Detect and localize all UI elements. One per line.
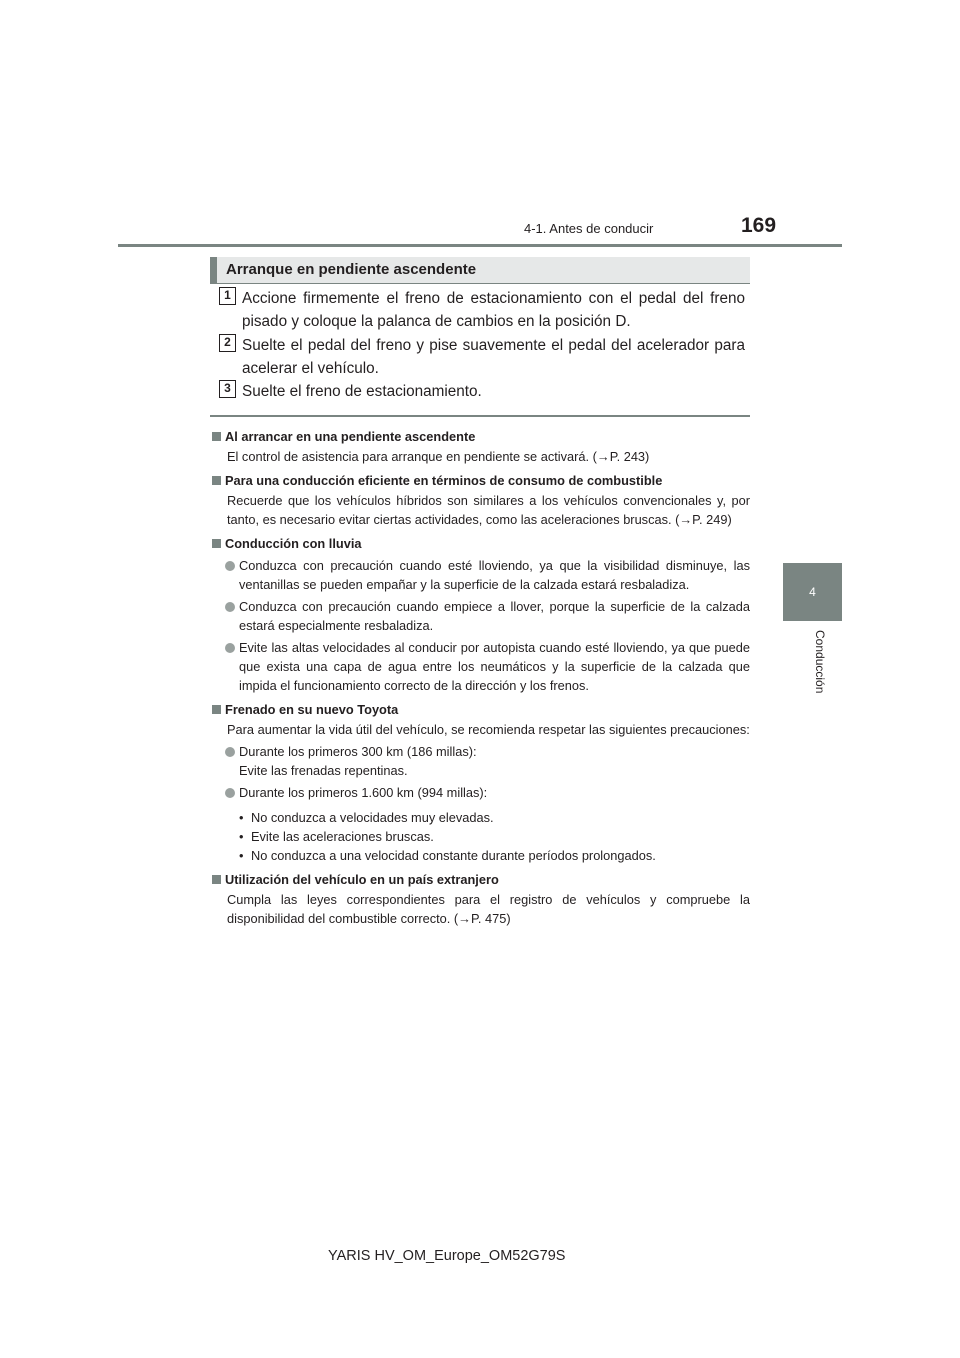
square-bullet-icon (212, 539, 221, 548)
note-body: Recuerde que los vehículos híbridos son similares a los vehículos convencionales y, por tanto, es necesario evitar ciertas actividades, como las aceleraciones bruscas. (→P. 249) (227, 493, 750, 527)
circle-bullet-icon (225, 602, 235, 612)
section-title: 4-1. Antes de conducir (524, 221, 654, 236)
chapter-label: Conducción (813, 630, 827, 694)
circle-bullet-icon (225, 561, 235, 571)
step-text-2: Suelte el pedal del freno y pise suavemente el pedal del acelerador para acelerar el vehículo. (242, 337, 745, 377)
list-item: Durante los primeros 1.600 km (994 millas): (210, 783, 750, 802)
list-item: Conduzca con precaución cuando esté lloviendo, ya que la visibilidad disminuye, las ventanillas se pueden empañar y la superficie de la calzada estará resbaladiza. (210, 556, 750, 594)
step-number-3: 3 (219, 380, 236, 398)
note-body: Para aumentar la vida útil del vehículo, se recomienda respetar las siguientes precauciones: (227, 722, 750, 737)
box-title-divider (210, 283, 750, 284)
page-number: 169 (741, 214, 777, 237)
header-divider (118, 244, 842, 247)
step-text-1: Accione firmemente el freno de estacionamiento con el pedal del freno pisado y coloque la palanca de cambios en la posición D. (242, 290, 745, 330)
square-bullet-icon (212, 875, 221, 884)
circle-bullet-icon (225, 747, 235, 757)
note-heading: Frenado en su nuevo Toyota (210, 700, 750, 719)
step-number-1: 1 (219, 287, 236, 305)
sub-list-item: • No conduzca a velocidades muy elevadas. (239, 810, 494, 825)
note-heading: Al arrancar en una pendiente ascendente (210, 427, 750, 446)
list-item: Evite las altas velocidades al conducir por autopista cuando esté lloviendo, ya que puede que exista una capa de agua entre los neumáticos y la superficie de la calzada que impida el funcionamiento correcto de la dirección y los frenos. (210, 638, 750, 695)
list-item: Durante los primeros 300 km (186 millas): Evite las frenadas repentinas. (210, 742, 750, 780)
square-bullet-icon (212, 432, 221, 441)
square-bullet-icon (212, 476, 221, 485)
note-heading: Conducción con lluvia (210, 534, 750, 553)
chapter-tab[interactable]: 4 (783, 563, 842, 621)
step-number-2: 2 (219, 334, 236, 352)
circle-bullet-icon (225, 788, 235, 798)
sub-list-item: • Evite las aceleraciones bruscas. (239, 829, 434, 844)
note-heading: Utilización del vehículo en un país extranjero (210, 870, 750, 889)
box-bottom-divider (210, 415, 750, 417)
circle-bullet-icon (225, 643, 235, 653)
note-body: Cumpla las leyes correspondientes para el registro de vehículos y compruebe la disponibilidad del combustible correcto. (→P. 475) (227, 892, 750, 926)
sub-list-item: • No conduzca a una velocidad constante durante períodos prolongados. (239, 848, 656, 863)
square-bullet-icon (212, 705, 221, 714)
note-body: El control de asistencia para arranque en pendiente se activará. (→P. 243) (227, 449, 650, 464)
box-title: Arranque en pendiente ascendente (210, 257, 750, 283)
notes-section (210, 424, 750, 928)
footer-document-id: YARIS HV_OM_Europe_OM52G79S (328, 1248, 566, 1264)
note-heading: Para una conducción eficiente en términos de consumo de combustible (210, 471, 750, 490)
list-item: Conduzca con precaución cuando empiece a llover, porque la superficie de la calzada estará especialmente resbaladiza. (210, 597, 750, 635)
step-text-3: Suelte el freno de estacionamiento. (242, 383, 482, 400)
